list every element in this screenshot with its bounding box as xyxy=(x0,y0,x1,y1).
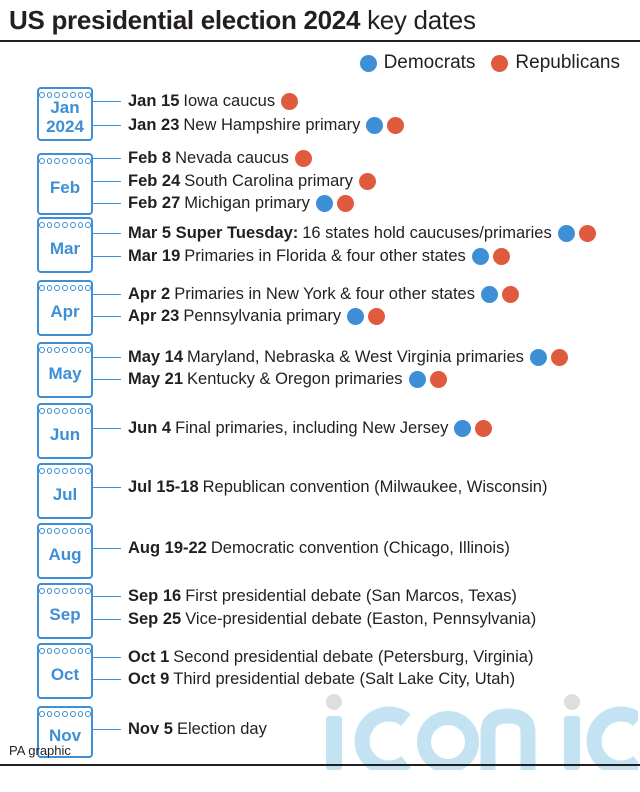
event-date: Jan 15 xyxy=(128,91,180,110)
republicans-dot-icon xyxy=(359,173,376,190)
event-row xyxy=(128,245,510,267)
event-date: Mar 19 xyxy=(128,246,181,265)
democrats-dot-icon xyxy=(481,286,498,303)
month-label: Apr xyxy=(50,301,80,321)
month-calendar-icon xyxy=(37,583,93,639)
event-row xyxy=(128,346,568,368)
event-row xyxy=(128,368,447,390)
month-label: Mar xyxy=(49,238,81,258)
top-rule xyxy=(0,40,640,42)
event-date: Feb 8 xyxy=(128,148,172,167)
title-rest: key dates xyxy=(367,5,476,35)
event-description: Democratic convention (Chicago, Illinois) xyxy=(210,538,510,557)
event-description: Nevada caucus xyxy=(175,148,289,167)
event-connector-line xyxy=(91,729,121,730)
democrats-dot-icon xyxy=(409,371,426,388)
party-dots xyxy=(281,93,298,110)
month-label: Jan 2024 xyxy=(46,98,84,136)
republicans-dot-icon xyxy=(579,225,596,242)
event-date: Jan 23 xyxy=(128,115,180,134)
party-dots xyxy=(472,248,510,265)
event-connector-line xyxy=(91,657,121,658)
republicans-dot-icon xyxy=(430,371,447,388)
month-calendar-icon xyxy=(37,403,93,459)
democrats-dot-icon xyxy=(558,225,575,242)
event-connector-line xyxy=(91,679,121,680)
event-date: Nov 5 xyxy=(128,719,173,738)
footer-credit: PA graphic xyxy=(9,743,71,758)
event-row xyxy=(128,537,510,559)
legend xyxy=(344,52,620,74)
event-date: Oct 1 xyxy=(128,647,170,666)
event-connector-line xyxy=(91,158,121,159)
month-label: Jun xyxy=(49,424,81,444)
event-row xyxy=(128,222,596,244)
event-connector-line xyxy=(91,379,121,380)
legend-item-democrats xyxy=(360,52,476,74)
event-connector-line xyxy=(91,548,121,549)
event-row xyxy=(128,608,536,630)
event-date: Apr 23 xyxy=(128,306,180,325)
month-label: Aug xyxy=(48,544,82,564)
event-row xyxy=(128,476,547,498)
event-date: Oct 9 xyxy=(128,669,170,688)
republicans-dot-icon xyxy=(491,55,508,72)
month-label: Jul xyxy=(52,484,78,504)
month-label: Oct xyxy=(50,664,80,684)
event-date: Feb 27 xyxy=(128,193,181,212)
event-row xyxy=(128,417,492,439)
party-dots xyxy=(558,225,596,242)
democrats-dot-icon xyxy=(472,248,489,265)
event-connector-line xyxy=(91,203,121,204)
event-row xyxy=(128,114,404,136)
party-dots xyxy=(295,150,312,167)
event-date: Aug 19-22 xyxy=(128,538,207,557)
party-dots xyxy=(316,195,354,212)
democrats-dot-icon xyxy=(316,195,333,212)
event-connector-line xyxy=(91,101,121,102)
event-date: Feb 24 xyxy=(128,171,181,190)
republicans-dot-icon xyxy=(502,286,519,303)
party-dots xyxy=(481,286,519,303)
party-dots xyxy=(454,420,492,437)
event-connector-line xyxy=(91,233,121,234)
party-dots xyxy=(366,117,404,134)
event-row xyxy=(128,283,519,305)
legend-item-republicans xyxy=(491,52,620,74)
event-row xyxy=(128,585,517,607)
event-row xyxy=(128,192,354,214)
event-row xyxy=(128,668,515,690)
month-calendar-icon xyxy=(37,342,93,398)
month-calendar-icon xyxy=(37,643,93,699)
month-label: Feb xyxy=(49,177,81,197)
month-calendar-icon xyxy=(37,217,93,273)
event-connector-line xyxy=(91,125,121,126)
event-row xyxy=(128,718,267,740)
republicans-dot-icon xyxy=(551,349,568,366)
event-connector-line xyxy=(91,428,121,429)
event-connector-line xyxy=(91,357,121,358)
republicans-dot-icon xyxy=(337,195,354,212)
event-date: Jul 15-18 xyxy=(128,477,199,496)
event-description: 16 states hold caucuses/primaries xyxy=(302,223,552,242)
title-bold: US presidential election 2024 xyxy=(9,5,361,35)
party-dots xyxy=(347,308,385,325)
democrats-dot-icon xyxy=(360,55,377,72)
month-calendar-icon xyxy=(37,280,93,336)
month-calendar-icon xyxy=(37,523,93,579)
party-dots xyxy=(530,349,568,366)
republicans-dot-icon xyxy=(281,93,298,110)
event-date: May 21 xyxy=(128,369,184,388)
republicans-dot-icon xyxy=(368,308,385,325)
event-date: Sep 25 xyxy=(128,609,182,628)
event-description: Primaries in Florida & four other states xyxy=(184,246,466,265)
month-calendar-icon xyxy=(37,463,93,519)
legend-label-republicans: Republicans xyxy=(515,52,620,73)
event-connector-line xyxy=(91,294,121,295)
republicans-dot-icon xyxy=(295,150,312,167)
event-description: Iowa caucus xyxy=(183,91,276,110)
event-description: New Hampshire primary xyxy=(183,115,361,134)
event-date: Mar 5 Super Tuesday: xyxy=(128,223,299,242)
event-connector-line xyxy=(91,256,121,257)
legend-label-democrats: Democrats xyxy=(383,52,476,73)
event-description: Final primaries, including New Jersey xyxy=(175,418,449,437)
month-calendar-icon xyxy=(37,87,93,141)
event-connector-line xyxy=(91,316,121,317)
event-description: South Carolina primary xyxy=(184,171,354,190)
bottom-rule xyxy=(0,764,640,766)
event-row xyxy=(128,305,385,327)
event-date: May 14 xyxy=(128,347,184,366)
event-connector-line xyxy=(91,487,121,488)
event-date: Apr 2 xyxy=(128,284,171,303)
iconic-watermark-logo xyxy=(318,690,638,770)
party-dots xyxy=(409,371,447,388)
republicans-dot-icon xyxy=(475,420,492,437)
democrats-dot-icon xyxy=(530,349,547,366)
event-description: Kentucky & Oregon primaries xyxy=(187,369,403,388)
democrats-dot-icon xyxy=(454,420,471,437)
event-description: Second presidential debate (Petersburg, Virginia) xyxy=(173,647,534,666)
event-description: Republican convention (Milwaukee, Wisconsin) xyxy=(202,477,548,496)
event-row xyxy=(128,170,376,192)
event-row xyxy=(128,90,298,112)
event-description: Third presidential debate (Salt Lake City, Utah) xyxy=(173,669,516,688)
month-label: May xyxy=(48,363,82,383)
democrats-dot-icon xyxy=(347,308,364,325)
event-description: Election day xyxy=(176,719,267,738)
month-label: Sep xyxy=(49,604,81,624)
event-row xyxy=(128,646,533,668)
event-description: Pennsylvania primary xyxy=(183,306,342,325)
event-description: Primaries in New York & four other states xyxy=(174,284,475,303)
event-connector-line xyxy=(91,181,121,182)
event-date: Jun 4 xyxy=(128,418,172,437)
event-description: Maryland, Nebraska & West Virginia primaries xyxy=(187,347,524,366)
event-connector-line xyxy=(91,596,121,597)
republicans-dot-icon xyxy=(493,248,510,265)
month-label: Nov xyxy=(48,725,82,745)
democrats-dot-icon xyxy=(366,117,383,134)
event-description: Michigan primary xyxy=(184,193,310,212)
event-connector-line xyxy=(91,619,121,620)
month-calendar-icon xyxy=(37,153,93,215)
republicans-dot-icon xyxy=(387,117,404,134)
title xyxy=(9,5,476,36)
event-date: Sep 16 xyxy=(128,586,182,605)
event-description: Vice-presidential debate (Easton, Pennsylvania) xyxy=(185,609,537,628)
event-description: First presidential debate (San Marcos, Texas) xyxy=(185,586,517,605)
event-row xyxy=(128,147,312,169)
party-dots xyxy=(359,173,376,190)
